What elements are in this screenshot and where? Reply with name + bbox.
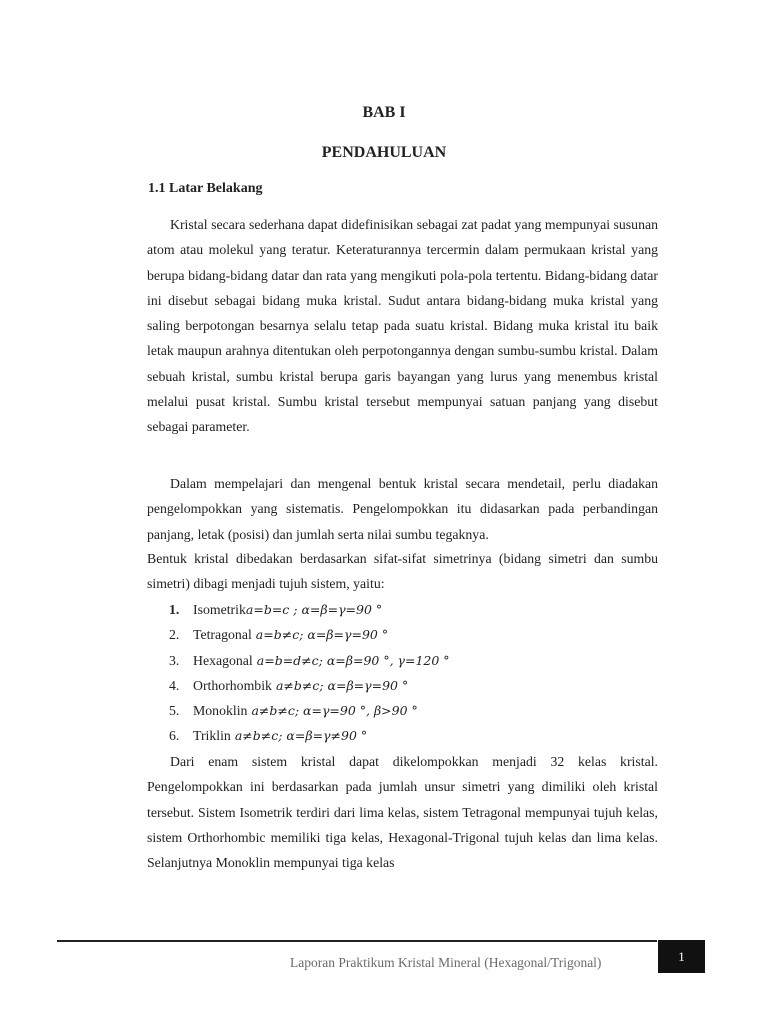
list-item — [147, 622, 658, 647]
crystal-system-list — [147, 597, 658, 749]
chapter-label: BAB I — [362, 104, 406, 121]
list-item — [147, 698, 658, 723]
paragraph-classes: Dari enam sistem kristal dapat dikelompokkan menjadi 32 kelas kristal. Pengelompokkan ini berdasarkan pada jumlah unsur simetri yang dimiliki oleh kristal tersebut. Sistem Isometrik terdiri dari lima kelas, sistem Tetragonal mempunyai tujuh kelas, sistem Orthorhombic memiliki tiga kelas, Hexagonal-Trigonal tujuh kelas dan lima kelas. Selanjutnya Monoklin mempunyai tiga kelas — [147, 754, 658, 871]
system-name: Monoklin — [193, 703, 248, 719]
list-number: 3. — [169, 652, 180, 668]
system-formula: a≠b≠c; α=β=γ≠90 ° — [234, 728, 368, 744]
system-formula: a≠b≠c; α=β=γ=90 ° — [275, 677, 409, 693]
system-formula: a=b=c ; α=β=γ=90 ° — [245, 602, 383, 617]
system-name: Tetragonal — [193, 627, 252, 643]
paragraph-symmetry: Bentuk kristal dibedakan berdasarkan sifat-sifat simetrinya (bidang simetri dan sumbu simetri) dibagi menjadi tujuh sistem, yaitu: — [147, 551, 658, 592]
system-name: Orthorhombik — [193, 677, 272, 693]
system-name: Isometrik — [193, 602, 246, 617]
system-name: Triklin — [193, 728, 231, 744]
footer-divider — [57, 940, 657, 942]
list-item — [147, 597, 658, 622]
list-number: 6. — [169, 728, 180, 744]
chapter-title: PENDAHULUAN — [321, 144, 447, 161]
paragraph-grouping: Dalam mempelajari dan mengenal bentuk kristal secara mendetail, perlu diadakan pengelompokkan yang sistematis. Pengelompokkan itu didasarkan pada perbandingan panjang, letak (posisi) dan jumlah serta nilai sumbu tegaknya. — [147, 476, 658, 542]
paragraph-intro: Kristal secara sederhana dapat didefinisikan sebagai zat padat yang mempunyai susunan atom atau molekul yang teratur. Keteraturannya tercermin dalam permukaan kristal yang berupa bidang-bidang datar dan rata yang mengikuti pola-pola tertentu. Bidang-bidang datar ini disebut sebagai bidang muka kristal. Sudut antara bidang-bidang muka kristal yang saling berpotongan besarnya selalu tetap pada suatu kristal. Bidang muka kristal itu baik letak maupun arahnya ditentukan oleh perpotongannya dengan sumbu-sumbu kristal. Dalam sebuah kristal, sumbu kristal berupa garis bayangan yang lurus yang menembus kristal melalui pusat kristal. Sumbu kristal tersebut mempunyai satuan panjang yang disebut sebagai parameter. — [147, 217, 658, 435]
list-number: 5. — [169, 703, 180, 719]
list-item — [147, 673, 658, 698]
footer-title: Laporan Praktikum Kristal Mineral (Hexagonal/Trigonal) — [290, 955, 602, 970]
system-name: Hexagonal — [193, 652, 253, 668]
list-item — [147, 723, 658, 748]
page-number-box — [658, 940, 705, 973]
list-number: 1. — [169, 602, 180, 617]
list-item — [147, 648, 658, 673]
list-number: 2. — [169, 627, 180, 643]
system-formula: a≠b≠c; α=γ=90 °, β>90 ° — [251, 703, 418, 719]
page-number: 1 — [678, 948, 685, 964]
section-heading: 1.1 Latar Belakang — [148, 181, 263, 196]
list-number: 4. — [169, 677, 180, 693]
system-formula: a=b≠c; α=β=γ=90 ° — [255, 627, 389, 643]
system-formula: a=b=d≠c; α=β=90 °, γ=120 ° — [256, 652, 450, 668]
